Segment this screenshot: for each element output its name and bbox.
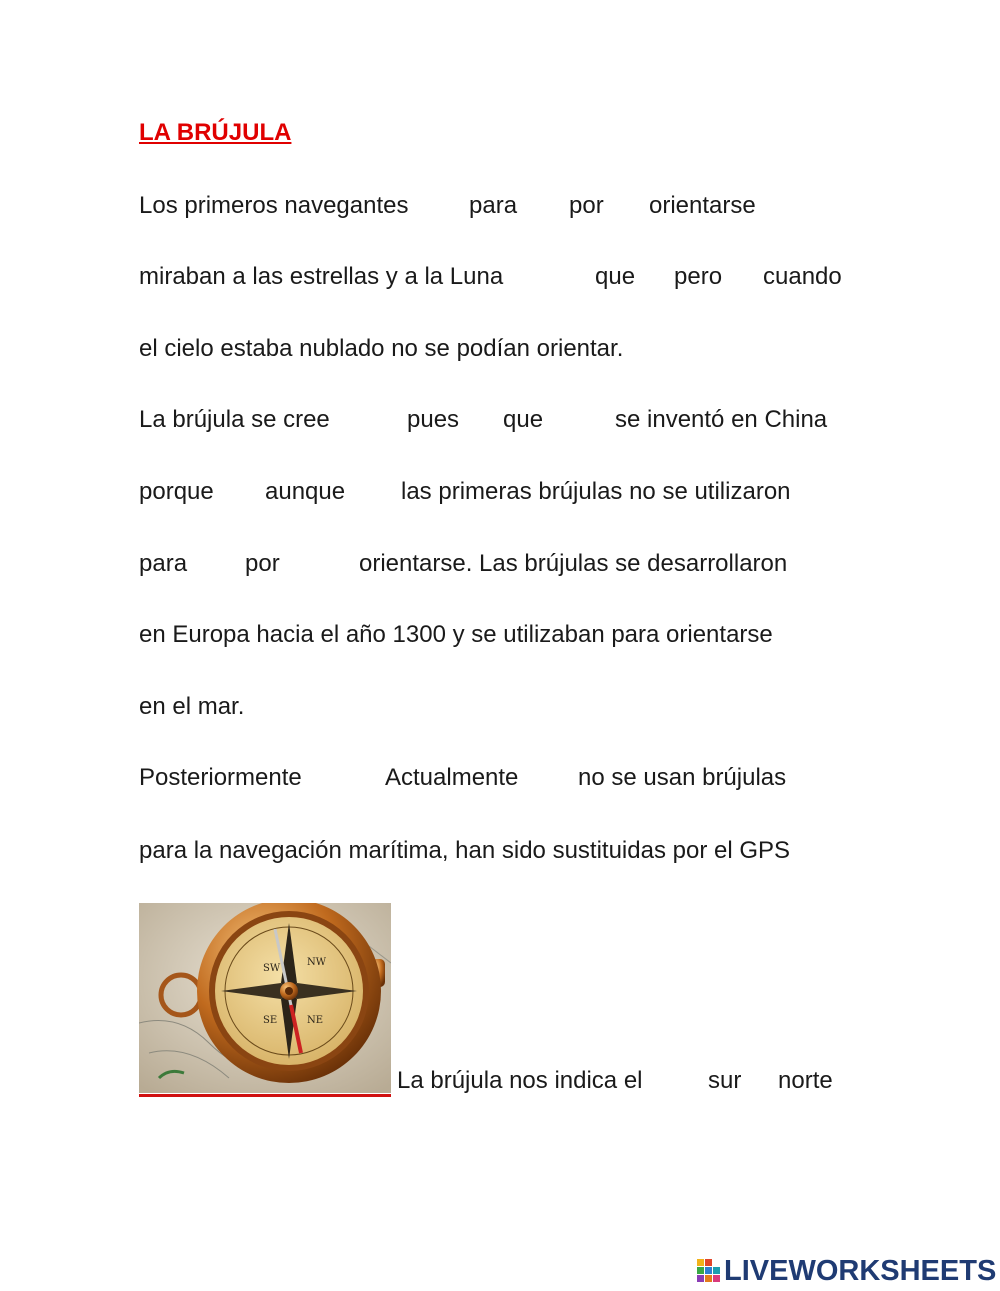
word-option[interactable]: por xyxy=(569,192,604,219)
text-segment: orientarse xyxy=(649,192,756,219)
text-segment: cuando xyxy=(763,263,842,290)
svg-text:SE: SE xyxy=(263,1015,278,1026)
text-segment: miraban a las estrellas y a la Luna xyxy=(139,263,504,290)
worksheet-title: LA BRÚJULA xyxy=(139,119,292,146)
text-segment: La brújula nos indica el xyxy=(397,1067,643,1094)
text-segment: en el mar. xyxy=(139,693,245,720)
text-segment: para la navegación marítima, han sido sustituidas por el GPS xyxy=(139,837,791,864)
svg-text:NW: NW xyxy=(307,957,327,968)
word-option[interactable]: norte xyxy=(778,1067,833,1094)
word-option[interactable]: para xyxy=(139,550,188,577)
compass-illustration xyxy=(139,903,391,1093)
text-segment: las primeras brújulas no se utilizaron xyxy=(401,478,791,505)
word-option[interactable]: pero xyxy=(674,263,723,290)
logo-text: LIVEWORKSHEETS xyxy=(724,1255,997,1287)
text-segment: orientarse. Las brújulas se desarrollaron xyxy=(359,550,788,577)
image-underline xyxy=(139,1094,391,1097)
text-segment: se inventó en China xyxy=(615,406,828,433)
word-option[interactable]: por xyxy=(245,550,280,577)
text-segment: el cielo estaba nublado no se podían orientar. xyxy=(139,335,624,362)
word-option[interactable]: porque xyxy=(139,478,214,505)
word-option[interactable]: Actualmente xyxy=(385,764,519,791)
svg-text:NE: NE xyxy=(307,1015,324,1026)
word-option[interactable]: pues xyxy=(407,406,460,433)
word-option[interactable]: Posteriormente xyxy=(139,764,302,791)
text-segment: en Europa hacia el año 1300 y se utilizaban para orientarse xyxy=(139,621,773,648)
word-option[interactable]: sur xyxy=(708,1067,742,1094)
text-segment: no se usan brújulas xyxy=(578,764,787,791)
compass-photo xyxy=(139,903,391,1093)
word-option[interactable]: para xyxy=(469,192,518,219)
word-option[interactable]: que xyxy=(503,406,544,433)
text-segment: Los primeros navegantes xyxy=(139,192,409,219)
svg-text:SW: SW xyxy=(263,963,281,974)
text-segment: La brújula se cree xyxy=(139,406,330,433)
logo-blocks-icon xyxy=(697,1259,721,1283)
word-option[interactable]: aunque xyxy=(265,478,346,505)
word-option[interactable]: que xyxy=(595,263,636,290)
